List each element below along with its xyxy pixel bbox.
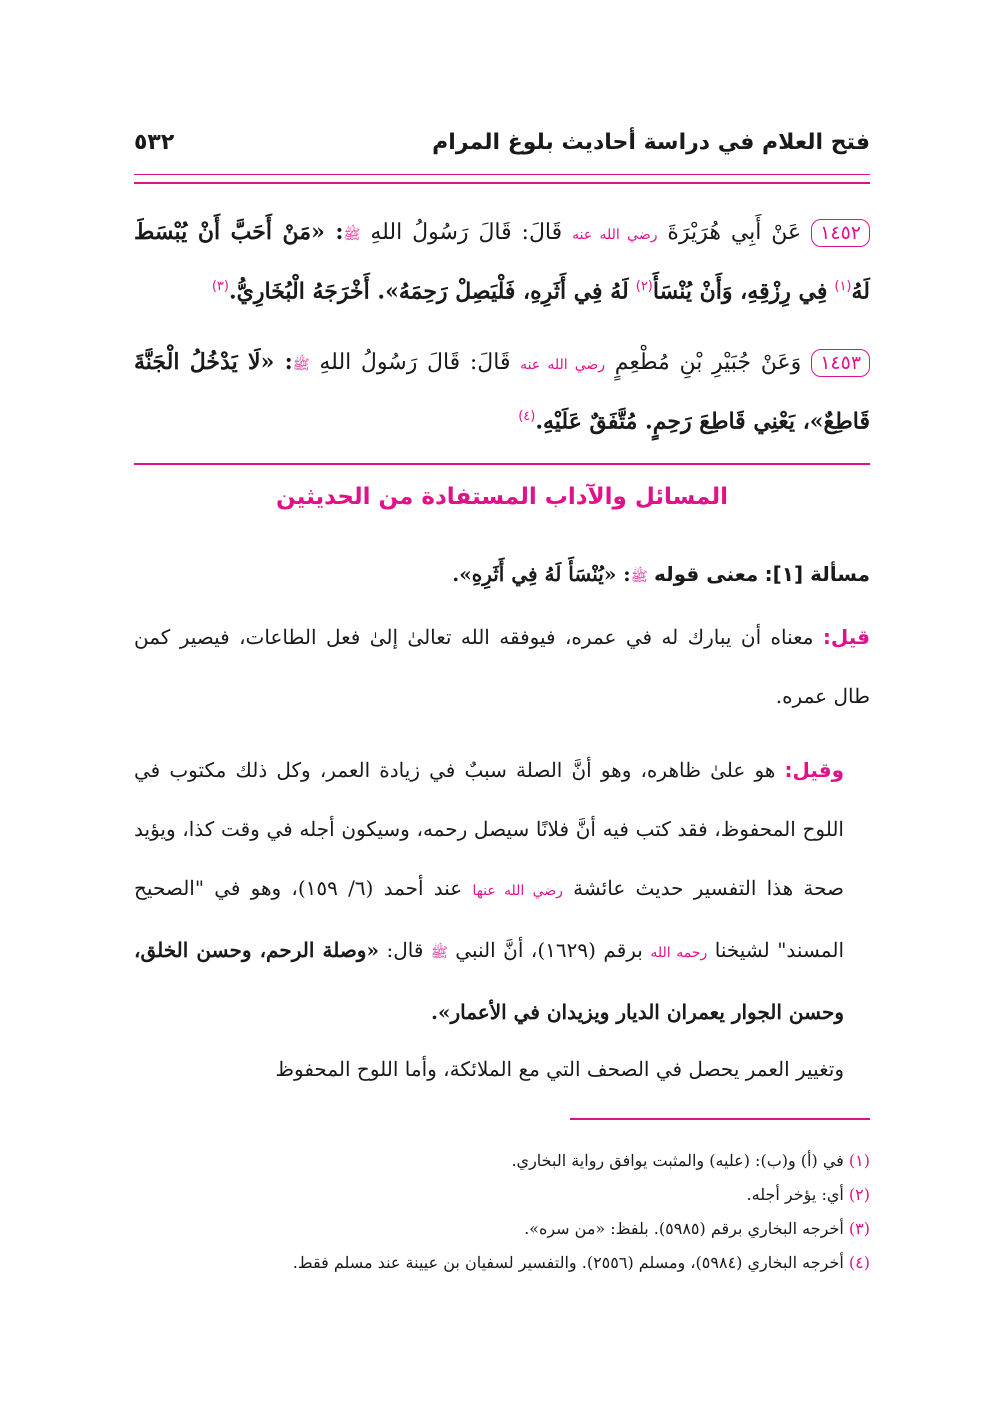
paragraph-qil-1 — [134, 608, 870, 726]
paragraph-qil-2 — [134, 741, 870, 1042]
paragraph-text: برقم (١٦٢٩)، أنَّ النبي — [455, 938, 643, 962]
rahimahullah-glyph: رحمه الله — [650, 945, 708, 961]
issue-title: معنى قوله — [653, 562, 759, 586]
page — [134, 0, 870, 1418]
hadith-1452 — [134, 206, 870, 318]
paragraph-text: قال: — [386, 938, 424, 962]
footnote-item — [134, 1178, 870, 1212]
hadith-1453 — [134, 336, 870, 448]
paragraph-text: وتغيير العمر يحصل في الصحف التي مع الملائكة، وأما اللوح المحفوظ — [275, 1057, 844, 1081]
hadith-text: قَالَ: قَالَ رَسُولُ اللهِ — [319, 350, 511, 375]
footnote-item — [134, 1144, 870, 1178]
hadith-text: عَنْ أَبِي هُرَيْرَةَ — [667, 220, 802, 245]
book-title: فتح العلام في دراسة أحاديث بلوغ المرام — [432, 130, 870, 155]
header-rule-top — [134, 174, 870, 175]
footnote-item — [134, 1212, 870, 1246]
paragraph-text: معناه أن يبارك له في عمره، فيوفقه الله تعالىٰ إلىٰ فعل الطاعات، فيصير كمن طال عمره. — [134, 625, 870, 708]
issue-quote: : «يُنْسَأَ لَهُ فِي أَثَرِهِ». — [452, 562, 631, 586]
salawat-glyph: ﷺ — [630, 569, 648, 585]
footnotes — [134, 1144, 870, 1280]
hadith-text: وَعَنْ جُبَيْرِ بْنِ مُطْعِمٍ — [614, 350, 802, 375]
footnote-item — [134, 1246, 870, 1280]
footnote-number: (١) — [848, 1151, 870, 1170]
hadith-matn: لَهُ فِي أَثَرِهِ، فَلْيَصِلْ رَحِمَهُ». أَخْرَجَهُ الْبُخَارِيُّ. — [228, 278, 629, 305]
footnote-text: أخرجه البخاري (٥٩٨٤)، ومسلم (٢٥٥٦). والتفسير لسفيان بن عيينة عند مسلم فقط. — [292, 1253, 844, 1272]
footnote-ref[interactable]: (٢) — [635, 279, 653, 294]
radiallahu-anha-glyph: رضي الله عنها — [472, 883, 563, 899]
section-title: المسائل والآداب المستفادة من الحديثين — [275, 484, 728, 510]
paragraph-text: هو علىٰ ظاهره، وهو أنَّ الصلة سببٌ في زيادة العمر، وكل ذلك مكتوب في اللوح المحفوظ، فقد كتب فيه أنَّ فلانًا سيصل رحمه، وسيكون أجله في وقت كذا، ويؤيد صحة هذا التفسير حديث عائشة — [134, 758, 845, 900]
header-rule-bottom — [134, 182, 870, 184]
radiallahu-anhu-glyph: رضي الله عنه — [520, 357, 606, 373]
footnote-ref[interactable]: (٤) — [518, 409, 536, 424]
hadith-matn: فِي رِزْقِهِ، وَأَنْ يُنْسَأَ — [652, 278, 828, 305]
qil-label: وقيل: — [784, 758, 845, 782]
qil-label: قيل: — [822, 625, 871, 649]
salawat-glyph: ﷺ — [343, 227, 361, 243]
hadith-text: قَالَ: قَالَ رَسُولُ اللهِ — [370, 220, 563, 245]
footnote-text: أي: يؤخر أجله. — [746, 1185, 844, 1204]
footnote-ref[interactable]: (٣) — [211, 279, 229, 294]
hadith-quote: «وصلة الرحم، وحسن الخلق، وحسن الجوار يعمران الديار ويزيدان في الأعمار». — [134, 938, 844, 1024]
footnote-ref[interactable]: (١) — [834, 279, 852, 294]
footnote-number: (٢) — [848, 1185, 870, 1204]
footnote-text: في (أ) و(ب): (عليه) والمثبت يوافق رواية البخاري. — [511, 1151, 844, 1170]
radiallahu-anhu-glyph: رضي الله عنه — [572, 227, 658, 243]
hadith-matn: : «لَا يَدْخُلُ الْجَنَّةَ — [134, 349, 293, 375]
hadith-number-badge: ١٤٥٢ — [811, 219, 870, 247]
salawat-glyph: ﷺ — [430, 945, 448, 961]
issue-label: مسألة [١]: — [764, 562, 870, 586]
paragraph-continuation — [134, 1040, 870, 1099]
footnote-number: (٣) — [848, 1219, 870, 1238]
page-number: ٥٣٢ — [134, 130, 175, 155]
hadith-matn: : «مَنْ أَحَبَّ أَنْ يُبْسَطَ لَهُ — [134, 219, 870, 305]
salawat-glyph: ﷺ — [292, 357, 310, 373]
paragraph-text: عند أحمد (٦/ ١٥٩)، وهو في "الصحيح المسند" لشيخنا — [134, 876, 845, 962]
hadith-number-badge: ١٤٥٣ — [811, 349, 870, 377]
footnote-text: أخرجه البخاري برقم (٥٩٨٥). بلفظ: «من سره». — [524, 1219, 844, 1238]
footnote-rule — [570, 1118, 870, 1120]
issue-heading — [134, 562, 870, 588]
footnote-number: (٤) — [848, 1253, 870, 1272]
section-divider — [134, 463, 870, 465]
page-header — [134, 126, 870, 166]
hadith-matn: قَاطِعٌ»، يَعْنِي قَاطِعَ رَحِمٍ. مُتَّفَقٌ عَلَيْهِ. — [535, 408, 870, 435]
